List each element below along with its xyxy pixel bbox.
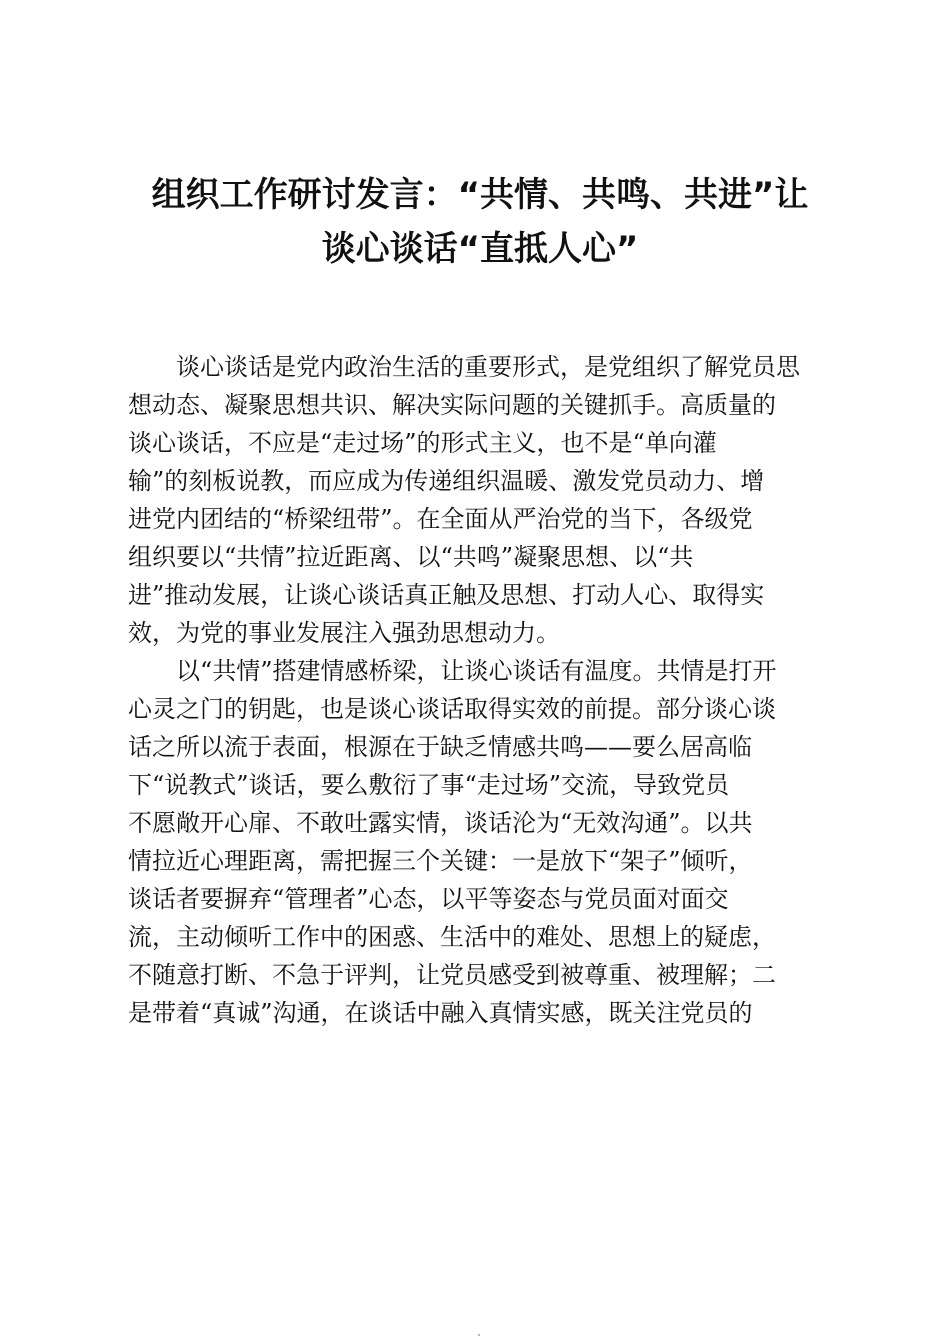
paragraph-line: 心灵之门的钥匙，也是谈心谈话取得实效的前提。部分谈心谈 bbox=[128, 695, 776, 723]
paragraph-line: 话之所以流于表面，根源在于缺乏情感共鸣——要么居高临 bbox=[128, 733, 752, 761]
paragraph-line: 进”推动发展，让谈心谈话真正触及思想、打动人心、取得实 bbox=[128, 581, 765, 609]
paragraph-line: 想动态、凝聚思想共识、解决实际问题的关键抓手。高质量的 bbox=[128, 391, 776, 419]
paragraph-1 bbox=[128, 348, 834, 652]
paragraph-line: 情拉近心理距离，需把握三个关键：一是放下“架子”倾听， bbox=[128, 847, 753, 875]
paragraph-line: 谈心谈话是党内政治生活的重要形式，是党组织了解党员思 bbox=[176, 353, 800, 381]
title-line-2: 谈心谈话“直抵人心” bbox=[321, 229, 639, 269]
paragraph-line: 输”的刻板说教，而应成为传递组织温暖、激发党员动力、增 bbox=[128, 467, 765, 495]
paragraph-line: 下“说教式”谈话，要么敷衍了事“走过场”交流，导致党员 bbox=[128, 771, 730, 799]
paragraph-line: 以“共情”搭建情感桥梁，让谈心谈话有温度。共情是打开 bbox=[176, 657, 777, 685]
paragraph-line: 谈话者要摒弃“管理者”心态，以平等姿态与党员面对面交 bbox=[128, 885, 729, 913]
document-title bbox=[120, 168, 840, 276]
paragraph-2 bbox=[128, 652, 834, 1032]
paragraph-line: 流，主动倾听工作中的困惑、生活中的难处、思想上的疑虑， bbox=[128, 923, 776, 951]
document-body bbox=[128, 348, 834, 1032]
paragraph-line: 不随意打断、不急于评判，让党员感受到被尊重、被理解；二 bbox=[128, 961, 776, 989]
paragraph-line: 谈心谈话，不应是“走过场”的形式主义，也不是“单向灌 bbox=[128, 429, 717, 457]
paragraph-line: 组织要以“共情”拉近距离、以“共鸣”凝聚思想、以“共 bbox=[128, 543, 694, 571]
paragraph-line: 效，为党的事业发展注入强劲思想动力。 bbox=[128, 619, 560, 647]
page-footer-mark bbox=[478, 1334, 480, 1336]
paragraph-line: 不愿敞开心扉、不敢吐露实情，谈话沦为“无效沟通”。以共 bbox=[128, 809, 753, 837]
paragraph-line: 进党内团结的“桥梁纽带”。在全面从严治党的当下，各级党 bbox=[128, 505, 753, 533]
title-line-1: 组织工作研讨发言：“共情、共鸣、共进”让 bbox=[151, 175, 809, 215]
paragraph-line: 是带着“真诚”沟通，在谈话中融入真情实感，既关注党员的 bbox=[128, 999, 753, 1027]
